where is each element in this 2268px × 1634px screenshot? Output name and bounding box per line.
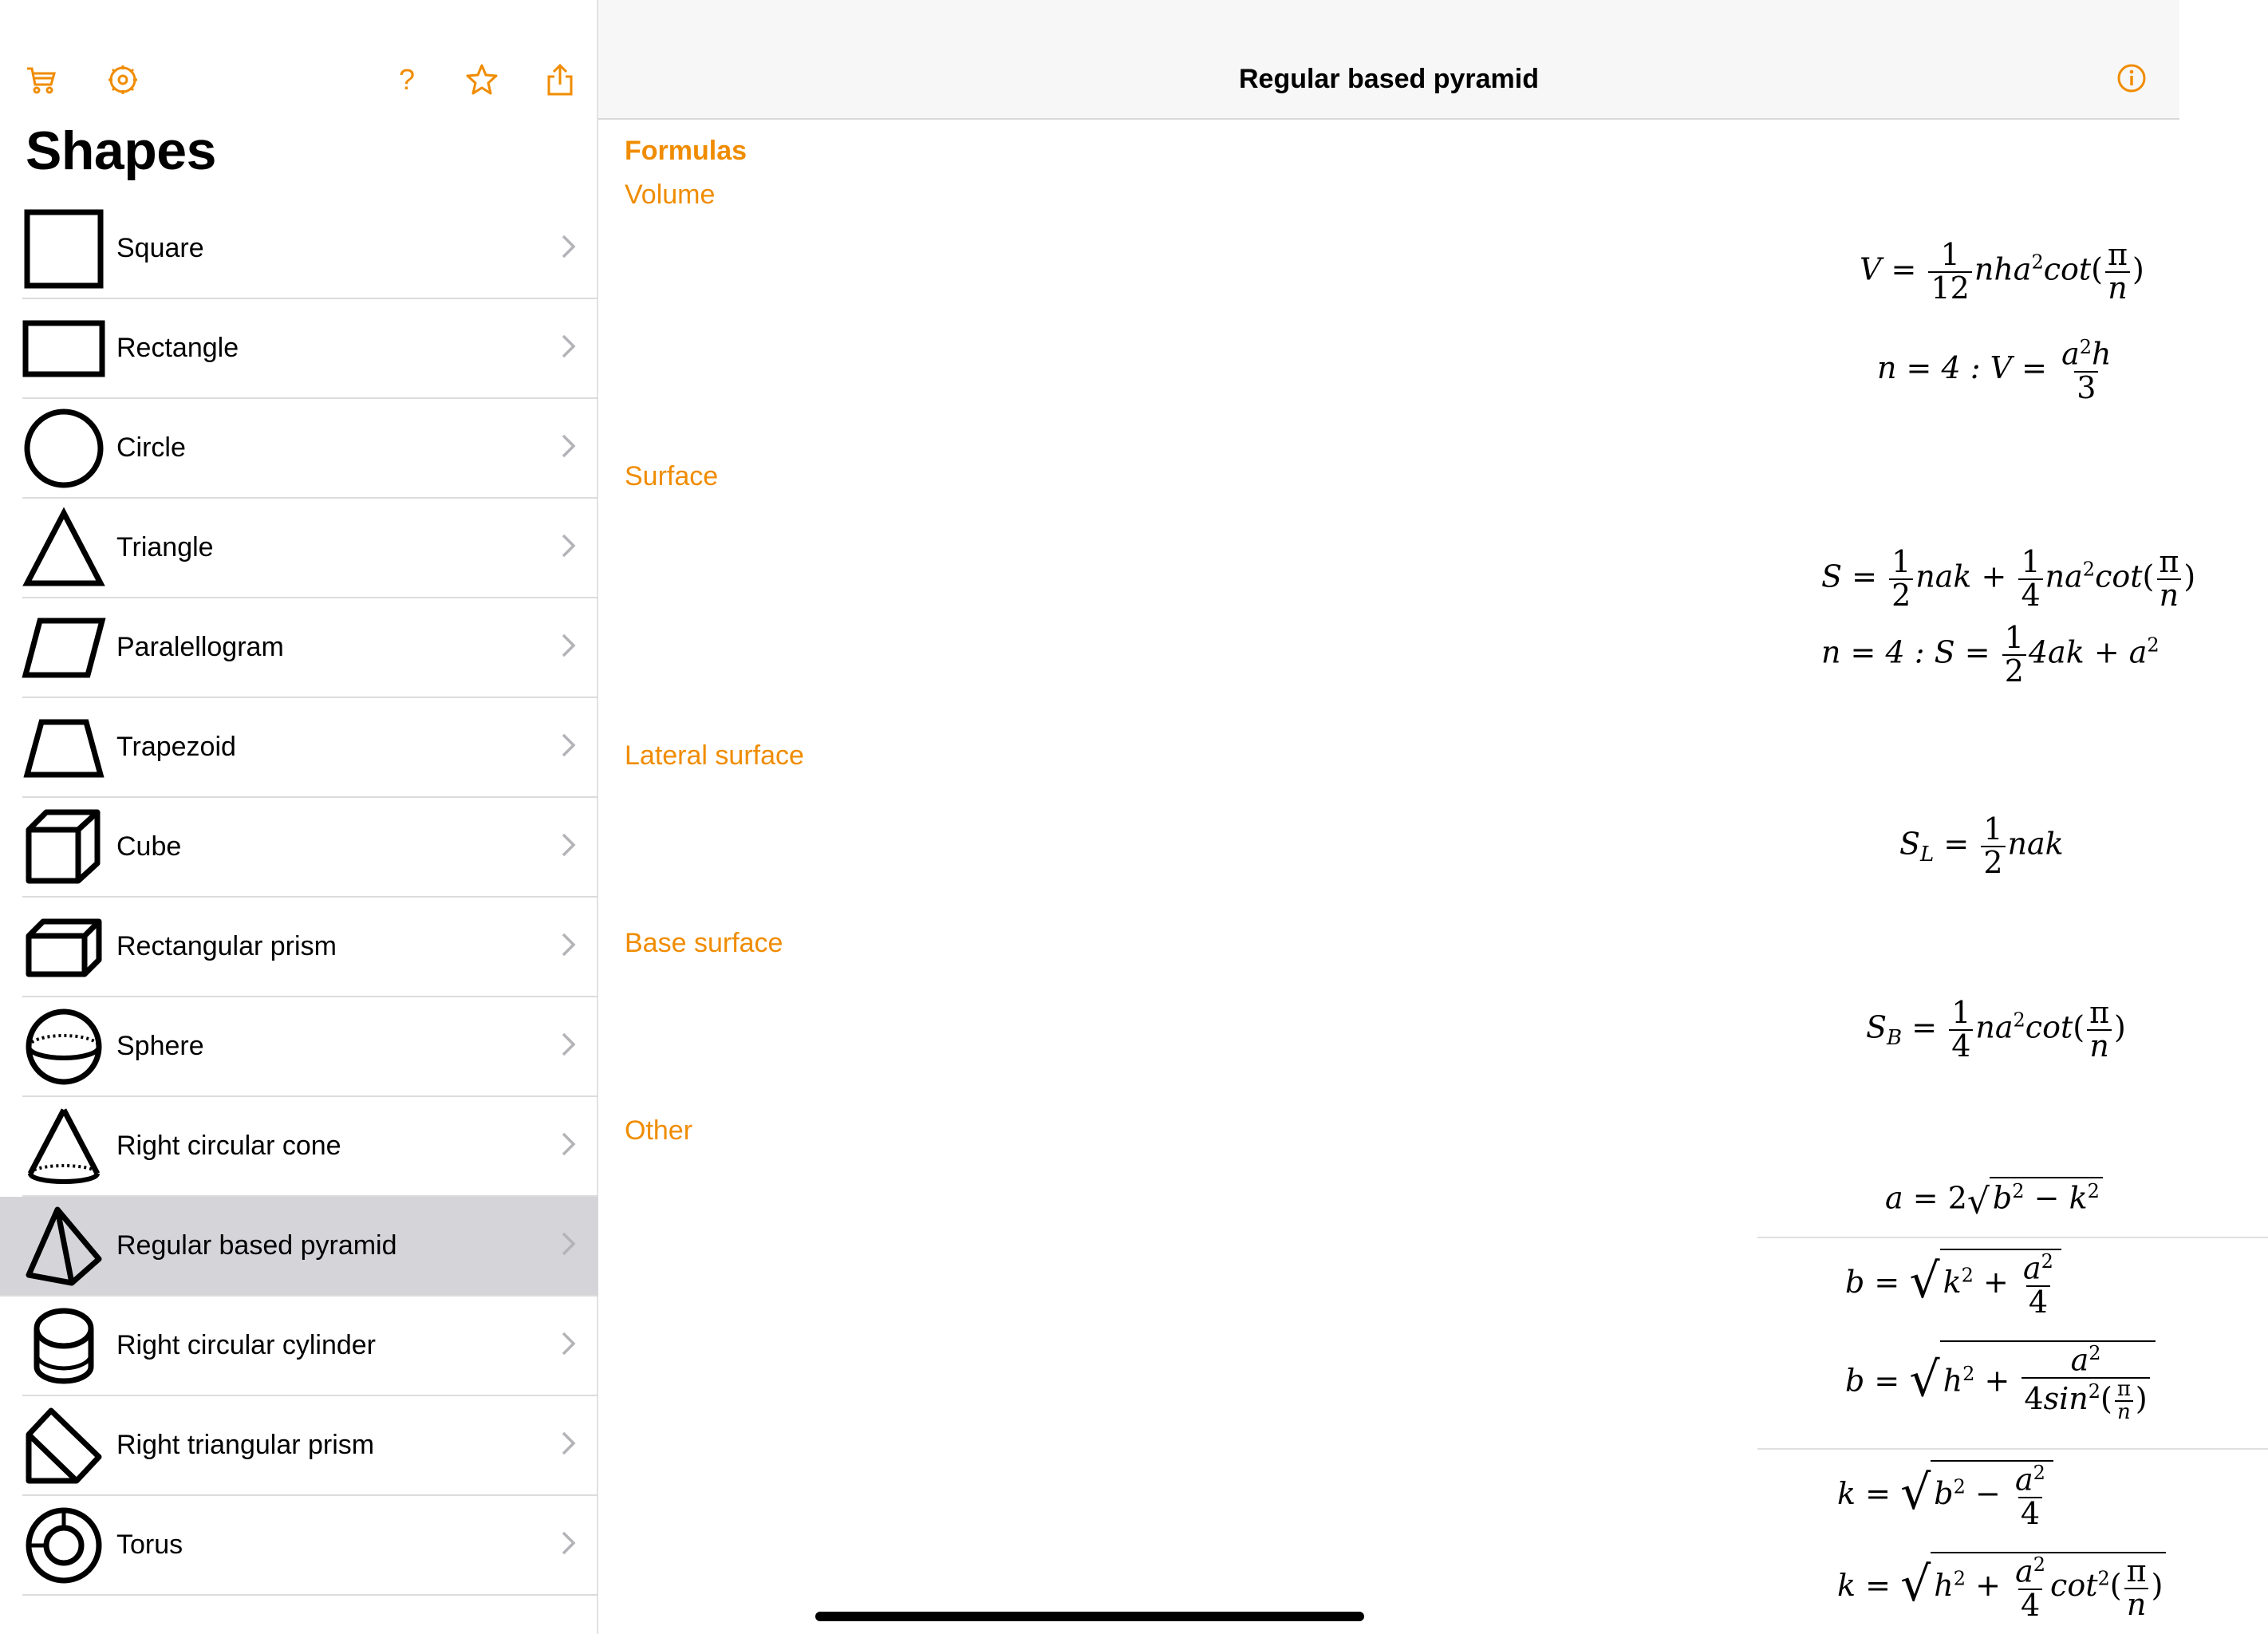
- sphere-icon: [22, 1005, 105, 1088]
- formula-b2: b = √ $h^2$ + $a^2$ $4\sin^2$( $\frac{\pi}{n}$ ): [1845, 1340, 2156, 1423]
- section-lateral-surface: Lateral surface: [625, 740, 804, 771]
- formula-surface: S = $\frac{1}{2}$ nak + $\frac{1}{4}$ $na^2\cot$( $\frac{\pi}{n}$ ): [1821, 544, 2196, 613]
- list-item-label: Triangle: [116, 532, 214, 562]
- svg-text:?: ?: [398, 63, 416, 96]
- chevron-right-icon: [560, 1131, 578, 1158]
- chevron-right-icon: [560, 1529, 578, 1557]
- list-item-trapezoid[interactable]: [22, 698, 598, 798]
- triangular-prism-icon: [22, 1404, 105, 1487]
- info-icon[interactable]: [2116, 62, 2148, 94]
- list-item-label: Torus: [116, 1529, 183, 1560]
- chevron-right-icon: [560, 732, 578, 759]
- home-indicator[interactable]: [815, 1612, 1364, 1621]
- formula-volume-n4: n = 4 : V = $\frac{a^2h}{3}$: [1877, 336, 2112, 405]
- list-item-label: Sphere: [116, 1031, 204, 1061]
- rectangle-icon: [22, 307, 105, 390]
- list-item-label: Right circular cylinder: [116, 1330, 376, 1360]
- list-item-pyramid[interactable]: [0, 1197, 598, 1297]
- sidebar: [0, 0, 598, 1634]
- formula-k1: k = √ $b^2$ − $\frac{a^2}{4}$: [1837, 1460, 2053, 1529]
- divider: [1757, 1237, 2268, 1238]
- formula-lateral-surface: $S_L$ = $\frac{1}{2}$ nak: [1899, 811, 2064, 880]
- detail-title: Regular based pyramid: [1238, 64, 1539, 94]
- share-icon[interactable]: [536, 56, 584, 104]
- chevron-right-icon: [560, 1330, 578, 1357]
- chevron-right-icon: [560, 831, 578, 858]
- formula-a: a = 2√ $b^2 - k^2$: [1885, 1177, 2103, 1222]
- pyramid-icon: [22, 1205, 105, 1288]
- navigation-bar: [598, 0, 2179, 120]
- list-item-label: Rectangle: [116, 333, 239, 363]
- list-item-label: Cube: [116, 831, 182, 862]
- section-other: Other: [625, 1115, 693, 1146]
- rectangular-prism-icon: [22, 906, 105, 989]
- chevron-right-icon: [560, 233, 578, 260]
- list-item-label: Circle: [116, 432, 186, 463]
- list-item-label: Right circular cone: [116, 1131, 341, 1161]
- chevron-right-icon: [560, 632, 578, 659]
- chevron-right-icon: [560, 931, 578, 958]
- list-item-rectangle[interactable]: [22, 299, 598, 399]
- detail-pane: [598, 0, 2196, 1634]
- formula-base-surface: $S_B$ = $\frac{1}{4}$ $na^2\cot$( $\frac{\pi}{n}$ ): [1866, 995, 2126, 1064]
- list-item-cone[interactable]: [22, 1097, 598, 1197]
- chevron-right-icon: [560, 1031, 578, 1058]
- cone-icon: [22, 1105, 105, 1188]
- list-item-parallelogram[interactable]: [22, 598, 598, 698]
- chevron-right-icon: [560, 333, 578, 360]
- list-item-label: Paralellogram: [116, 632, 284, 662]
- cylinder-icon: [22, 1304, 105, 1387]
- trapezoid-icon: [22, 706, 105, 789]
- list-item-label: Right triangular prism: [116, 1430, 375, 1460]
- triangle-icon: [22, 507, 105, 590]
- formula-surface-n4: n = 4 : S = $\frac{1}{2}$ $4ak + a^2$: [1821, 620, 2160, 689]
- list-item-square[interactable]: [22, 199, 598, 299]
- gear-icon[interactable]: [99, 56, 147, 104]
- cube-icon: [22, 806, 105, 889]
- section-formulas: Formulas: [625, 136, 747, 166]
- section-surface: Surface: [625, 461, 719, 491]
- list-item-cylinder[interactable]: [22, 1297, 598, 1396]
- list-item-label: Square: [116, 233, 204, 263]
- page-title: Shapes: [26, 120, 216, 181]
- list-item-sphere[interactable]: [22, 997, 598, 1097]
- formula-volume: V = $\frac{1}{12}$ nha$^2$cot( $\frac{\pi}{n}$ ): [1860, 237, 2144, 306]
- list-item-rectangular-prism[interactable]: [22, 898, 598, 997]
- list-item-label: Rectangular prism: [116, 931, 337, 961]
- cart-icon[interactable]: [18, 56, 65, 104]
- list-item-torus[interactable]: [22, 1496, 598, 1596]
- list-item-triangle[interactable]: [22, 499, 598, 598]
- list-item-triangular-prism[interactable]: [22, 1396, 598, 1496]
- chevron-right-icon: [560, 532, 578, 559]
- help-icon[interactable]: [383, 56, 431, 104]
- chevron-right-icon: [560, 1230, 578, 1257]
- chevron-right-icon: [560, 1430, 578, 1457]
- list-item-cube[interactable]: [22, 798, 598, 898]
- divider: [1757, 1448, 2268, 1450]
- star-icon[interactable]: [458, 56, 506, 104]
- formula-k2: k = √ $h^2$ + $\frac{a^2}{4}$ $\cot^2$( $\frac{\pi}{n}$ ): [1837, 1552, 2166, 1621]
- circle-icon: [22, 407, 105, 490]
- section-volume: Volume: [625, 180, 716, 210]
- sidebar-toolbar: [0, 56, 598, 104]
- chevron-right-icon: [560, 432, 578, 460]
- torus-icon: [22, 1504, 105, 1587]
- formula-b1: b = √ $k^2$ + $\frac{a^2}{4}$: [1845, 1249, 2061, 1318]
- section-base-surface: Base surface: [625, 928, 783, 958]
- list-item-circle[interactable]: [22, 399, 598, 499]
- shape-list: [22, 199, 598, 1596]
- list-item-label: Regular based pyramid: [116, 1230, 397, 1261]
- list-item-label: Trapezoid: [116, 732, 236, 762]
- square-icon: [22, 207, 105, 290]
- parallelogram-icon: [22, 606, 105, 689]
